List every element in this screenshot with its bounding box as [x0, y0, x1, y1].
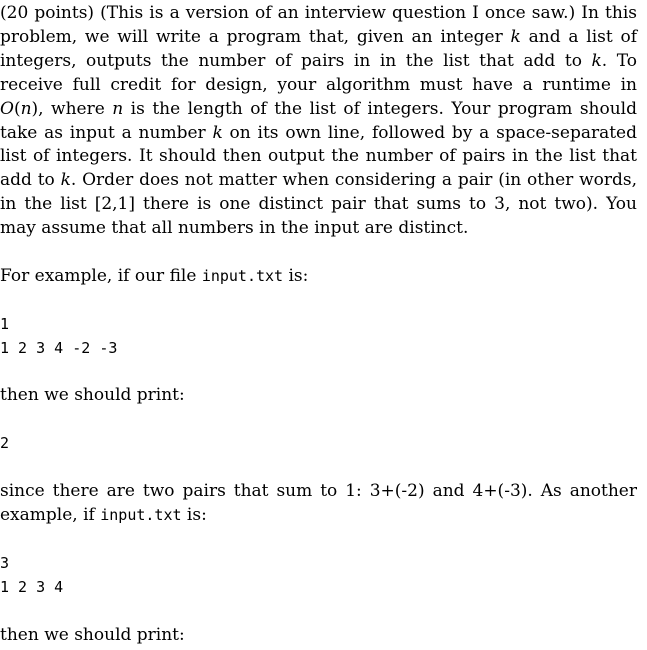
example2-since-after: is:: [181, 504, 207, 525]
example2-intro: [0, 480, 637, 528]
example1-input-line1: 1: [0, 315, 10, 333]
example1-print-text: then we should print:: [0, 385, 185, 405]
example1-output: 2: [0, 434, 10, 452]
variable-k: k: [510, 26, 521, 47]
example1-intro-before: For example, if our file: [0, 266, 202, 286]
problem-text-6: on its own line, followed by a space-separated list of integers. It should then output the number of pairs in the list that add to: [0, 122, 637, 191]
problem-text-3: . To receive full credit for design, your algorithm must have a runtime in: [0, 50, 637, 95]
variable-k: k: [591, 50, 602, 71]
example1-input-block: [0, 313, 117, 361]
example2-input-block: [0, 552, 63, 600]
open-paren: (: [13, 98, 21, 119]
example2-input-line2: 1 2 3 4: [0, 577, 64, 596]
problem-text-7: . Order does not matter when considering a pair (in other words, in the list [2,1] there is one distinct pair that sums to 3, not two). You may assume that all numbers in the input are distinct.: [0, 170, 637, 239]
example2-print-text: then we should print:: [0, 625, 185, 645]
problem-text-4: , where: [38, 98, 113, 119]
example1-output-block: [0, 432, 9, 456]
example1-intro-after: is:: [283, 266, 309, 286]
example1-intro: [0, 265, 308, 289]
variable-n: n: [20, 98, 32, 119]
example2-input-line1: 3: [0, 554, 10, 572]
problem-statement: [0, 2, 637, 241]
example1-filename: input.txt: [201, 267, 284, 285]
example2-filename: input.txt: [100, 505, 182, 524]
variable-k: k: [212, 122, 223, 143]
example1-input-line2: 1 2 3 4 -2 -3: [0, 338, 118, 357]
big-o-symbol: O: [0, 98, 14, 119]
variable-k: k: [60, 170, 71, 191]
problem-text-1: (20 points) (This is a version of an interview question I once saw.) In this problem, we will write a program that, given an integer: [0, 3, 637, 47]
variable-n: n: [112, 98, 124, 119]
close-paren: ): [31, 98, 39, 119]
problem-text-5: is the length of the list of integers. Your program should take as input a number: [0, 98, 637, 143]
problem-text-2: and a list of integers, outputs the number of pairs in in the list that add to: [0, 26, 637, 71]
example2-since-text: since there are two pairs that sum to 1: 3+(-2) and 4+(-3). As another example, if: [0, 481, 637, 525]
